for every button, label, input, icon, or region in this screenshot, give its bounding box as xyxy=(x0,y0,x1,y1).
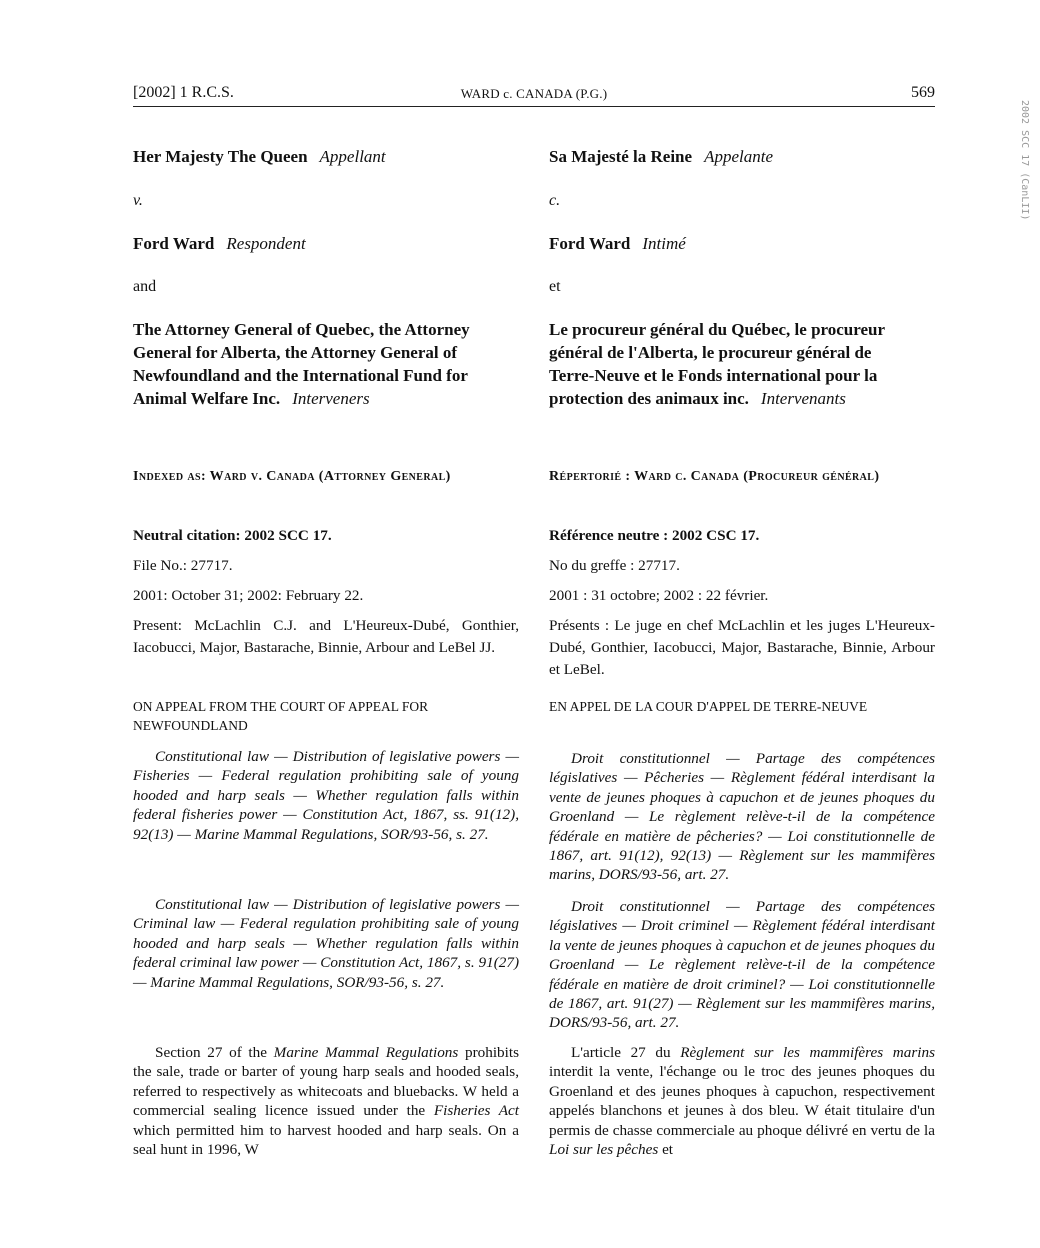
respondent-role: Respondent xyxy=(226,234,306,253)
indexed-as-fr: Répertorié : Ward c. Canada (Procureur général) xyxy=(549,469,880,484)
headnote-fisheries-fr: Droit constitutionnel — Partage des compétences législatives — Pêcheries — Règlement fédéral interdisant la vente de jeunes phoques à capuchon et de jeunes phoques du Groenland — Le règlement relève-t-il de la compétence fédérale en matière de pêcheries? — Loi constitutionnelle de 1867, art. 91(12), 92(13) — Règlement sur les mammifères marins, DORS/93-56, art. 27. xyxy=(549,750,935,884)
interveners-text-fr: Le procureur général du Québec, le procureur général de l'Alberta, le procureur général de Terre-Neuve et le Fonds international pour la protection des animaux inc. xyxy=(549,320,885,408)
appellant-role: Appellant xyxy=(319,147,386,166)
appellant-name-fr: Sa Majesté la Reine xyxy=(549,147,693,166)
versus: v. xyxy=(133,192,143,209)
headnote-fisheries: Constitutional law — Distribution of legislative powers — Fisheries — Federal regulation prohibiting sale of young hooded and harp seals — Whether regulation falls within federal fisheries power — Constitution Act, 1867, ss. 91(12), 92(13) — Marine Mammal Regulations, SOR/93-56, s. 27. xyxy=(133,748,519,843)
appellant-name: Her Majesty The Queen xyxy=(133,147,308,166)
appellant-line xyxy=(133,145,519,168)
file-number: File No.: 27717. xyxy=(133,557,233,574)
neutral-citation-fr: Référence neutre : 2002 CSC 17. xyxy=(549,527,760,544)
hearing-dates-fr: 2001 : 31 octobre; 2002 : 22 février. xyxy=(549,587,769,604)
on-appeal-from-fr: EN APPEL DE LA COUR D'APPEL DE TERRE-NEUVE xyxy=(549,699,868,714)
present-judges-fr: Présents : Le juge en chef McLachlin et les juges L'Heureux-Dubé, Gonthier, Iacobucci, Major, Bastarache, Binnie, Arbour et LeBel. xyxy=(549,617,935,678)
on-appeal-from: ON APPEAL FROM THE COURT OF APPEAL FOR NEWFOUNDLAND xyxy=(133,699,429,733)
file-number-fr: No du greffe : 27717. xyxy=(549,557,680,574)
appellant-role-fr: Appelante xyxy=(704,147,773,166)
header-rule xyxy=(133,106,935,107)
hearing-dates: 2001: October 31; 2002: February 22. xyxy=(133,587,364,604)
respondent-line xyxy=(133,232,519,255)
summary-text-d: Fisheries Act xyxy=(433,1102,519,1120)
summary-text-b: Marine Mammal Regulations xyxy=(273,1044,459,1061)
running-header xyxy=(133,84,935,108)
present-judges: Present: McLachlin C.J. and L'Heureux-Dubé, Gonthier, Iacobucci, Major, Bastarache, Binnie, Arbour and LeBel JJ. xyxy=(133,617,519,656)
respondent-name: Ford Ward xyxy=(133,234,215,253)
summary-paragraph xyxy=(133,1043,519,1159)
and-word: and xyxy=(133,278,157,295)
and-word-fr: et xyxy=(549,278,561,295)
summary-text-b-fr: Règlement sur les mammifères marins xyxy=(680,1044,935,1061)
headnote-criminal-law-fr: Droit constitutionnel — Partage des compétences législatives — Droit criminel — Règlement fédéral interdisant la vente de jeunes phoques à capuchon et de jeunes phoques du Groenland — Le règlement relève-t-il de la compétence fédérale en matière de droit criminel? — Loi constitutionnelle de 1867, art. 91(27) — Règlement sur les mammifères marins, DORS/93-56, art. 27. xyxy=(549,898,935,1032)
header-page-number: 569 xyxy=(911,84,935,101)
neutral-citation: Neutral citation: 2002 SCC 17. xyxy=(133,527,332,544)
respondent-role-fr: Intimé xyxy=(642,234,686,253)
appellant-line-fr xyxy=(549,145,935,168)
indexed-as: Indexed as: Ward v. Canada (Attorney General) xyxy=(133,469,451,484)
side-stamp: 2002 SCC 17 (CanLII) xyxy=(1019,100,1030,221)
summary-text-c-fr: interdit la vente, l'échange ou le troc des jeunes phoques du Groenland et des jeunes phoques à capuchon, respectivement appelés blanchons et jeunes à dos bleu. W était titulaire d'un permis de chasse commerciale au phoque délivré en vertu de la xyxy=(549,1063,935,1139)
summary-text-a: Section 27 of the xyxy=(155,1044,274,1061)
interveners-role-fr: Intervenants xyxy=(760,389,846,408)
summary-text-a-fr: L'article 27 du xyxy=(571,1044,681,1061)
respondent-name-fr: Ford Ward xyxy=(549,234,631,253)
header-reporter: [2002] 1 R.C.S. xyxy=(133,84,234,101)
interveners-block-fr xyxy=(549,318,919,410)
summary-paragraph-fr xyxy=(549,1043,935,1159)
header-case-name: WARD c. CANADA (P.G.) xyxy=(460,86,608,101)
interveners-block xyxy=(133,318,473,410)
summary-text-e-fr: et xyxy=(658,1141,674,1159)
respondent-line-fr xyxy=(549,232,935,255)
summary-text-e: which permitted him to harvest hooded and harp seals. On a seal hunt in 1996, W xyxy=(133,1121,519,1159)
versus-fr: c. xyxy=(549,192,561,209)
summary-text-c: prohibits the sale, trade or barter of young harp seals and hooded seals, referred to respectively as whitecoats and bluebacks. W held a commercial sealing licence issued under the xyxy=(133,1044,519,1120)
interveners-role: Interveners xyxy=(292,389,370,408)
headnote-criminal-law: Constitutional law — Distribution of legislative powers — Criminal law — Federal regulation prohibiting sale of young hooded and harp seals — Whether regulation falls within federal criminal law power — Constitution Act, 1867, s. 91(27) — Marine Mammal Regulations, SOR/93-56, s. 27. xyxy=(133,896,519,991)
summary-text-d-fr: Loi sur les pêches xyxy=(549,1141,659,1159)
interveners-text: The Attorney General of Quebec, the Attorney General for Alberta, the Attorney General of Newfoundland and the International Fund for Animal Welfare Inc. xyxy=(133,320,470,408)
